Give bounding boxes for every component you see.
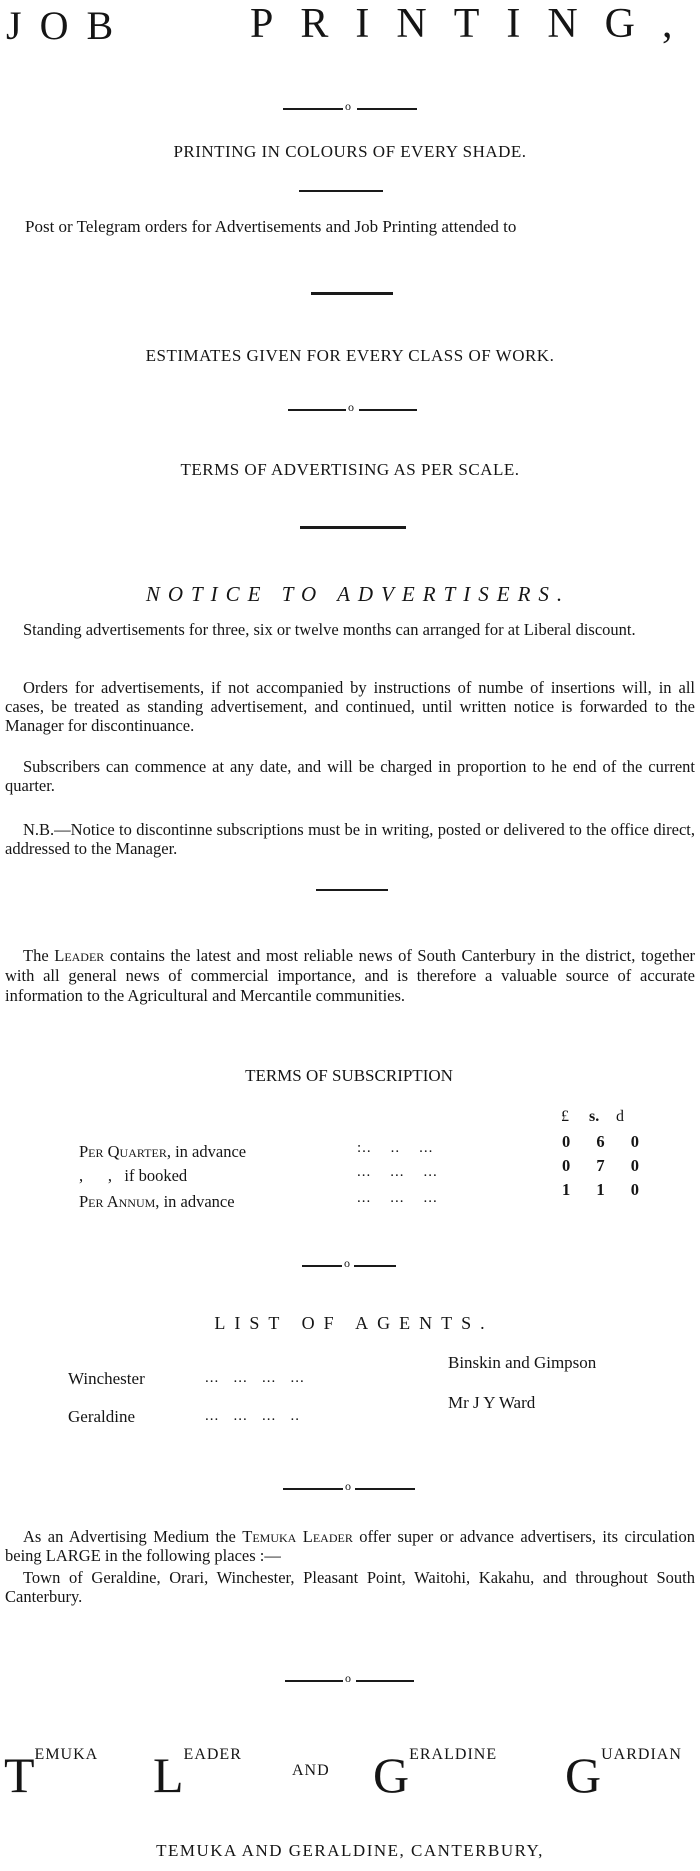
- divider-rule: [311, 292, 393, 295]
- post-orders-line: Post or Telegram orders for Advertisements and Job Printing attended to: [25, 217, 517, 236]
- subscription-amount: 0 6 0: [562, 1132, 650, 1151]
- currency-header-pence: d: [616, 1108, 624, 1125]
- divider-rule: [300, 526, 406, 529]
- notice-paragraph-2: Orders for advertisements, if not accompanied by instructions of numbe of insertions will, in all cases, be treated as standing advertisement, and continued, until written notice is forwarded to the Manager for discontinuance.: [5, 678, 695, 735]
- masthead-word-leader: LEADER: [153, 1746, 242, 1803]
- divider-rule: [316, 889, 388, 891]
- divider-rule: [359, 409, 417, 411]
- divider-rule: [354, 1265, 396, 1267]
- divider-rule: [299, 190, 383, 192]
- leader-dots: ... ... ...: [357, 1164, 438, 1180]
- agent-place: Geraldine: [68, 1407, 136, 1426]
- leader-dots: ... ... ... ..: [205, 1408, 300, 1424]
- leader-dots: ... ... ...: [357, 1190, 438, 1206]
- divider-mark: o: [344, 1256, 350, 1270]
- terms-advertising-line: TERMS OF ADVERTISING AS PER SCALE.: [180, 460, 520, 479]
- job-heading-left: JOB: [6, 3, 132, 48]
- agent-place: Winchester: [68, 1369, 145, 1388]
- job-heading-right: PRINTING,: [250, 1, 700, 47]
- divider-rule: [357, 108, 417, 110]
- masthead-and: AND: [292, 1762, 330, 1779]
- divider-mark: o: [345, 99, 351, 113]
- masthead-word-guardian: GUARDIAN: [565, 1746, 682, 1803]
- agent-name: Mr J Y Ward: [448, 1393, 536, 1412]
- notice-title: NOTICE TO ADVERTISERS.: [145, 582, 571, 606]
- agents-title: LIST OF AGENTS.: [214, 1313, 494, 1333]
- masthead-word-geraldine: GERALDINE: [373, 1746, 498, 1803]
- leader-paragraph: The Leader contains the latest and most reliable news of South Canterbury in the district, together with all general news of commercial importance, and is therefore a valuable source of accurate information to the Agricultural and Mercantile communities.: [5, 946, 696, 1005]
- divider-rule: [285, 1680, 343, 1682]
- divider-rule: [302, 1265, 342, 1267]
- subscription-amount: 0 7 0: [562, 1156, 650, 1175]
- divider-rule: [355, 1488, 415, 1490]
- notice-paragraph-4: N.B.—Notice to discontinne subscriptions must be in writing, posted or delivered to the office direct, addressed to the Manager.: [5, 820, 695, 858]
- estimates-line: ESTIMATES GIVEN FOR EVERY CLASS OF WORK.: [145, 346, 555, 365]
- divider-mark: o: [348, 400, 354, 414]
- subscription-amount: 1 1 0: [562, 1180, 650, 1199]
- divider-rule: [288, 409, 346, 411]
- divider-mark: o: [345, 1479, 351, 1493]
- subscription-row-label: Per Quarter, in advance: [79, 1142, 247, 1161]
- masthead-word-temuka: TEMUKA: [4, 1746, 99, 1803]
- divider-rule: [283, 1488, 343, 1490]
- medium-paragraph-2: Town of Geraldine, Orari, Winchester, Pleasant Point, Waitohi, Kakahu, and throughout South Canterbury.: [5, 1568, 695, 1606]
- divider-mark: o: [345, 1671, 351, 1685]
- masthead-footer: TEMUKA AND GERALDINE, CANTERBURY,: [156, 1841, 544, 1860]
- notice-paragraph-1: Standing advertisements for three, six or twelve months can arranged for at Liberal discount.: [23, 620, 636, 639]
- medium-paragraph-1: As an Advertising Medium the Temuka Leader offer super or advance advertisers, its circulation being LARGE in the following places :—: [5, 1527, 696, 1565]
- agent-name: Binskin and Gimpson: [448, 1353, 597, 1372]
- subscription-title: TERMS OF SUBSCRIPTION: [245, 1066, 453, 1085]
- subscription-row-label: Per Annum, in advance: [79, 1192, 235, 1211]
- notice-paragraph-3: Subscribers can commence at any date, and will be charged in proportion to he end of the current quarter.: [5, 757, 695, 795]
- paper-name: Temuka Leader: [242, 1527, 353, 1546]
- divider-rule: [356, 1680, 414, 1682]
- currency-header-shillings: s.: [589, 1108, 600, 1125]
- leader-name: Leader: [54, 946, 105, 965]
- subscription-row-label: , , if booked: [79, 1166, 188, 1185]
- leader-dots: ... ... ... ...: [205, 1370, 305, 1386]
- colours-line: PRINTING IN COLOURS OF EVERY SHADE.: [173, 142, 527, 161]
- divider-rule: [283, 108, 343, 110]
- currency-header-pounds: £: [561, 1108, 569, 1125]
- leader-dots: :.. .. ...: [357, 1140, 434, 1156]
